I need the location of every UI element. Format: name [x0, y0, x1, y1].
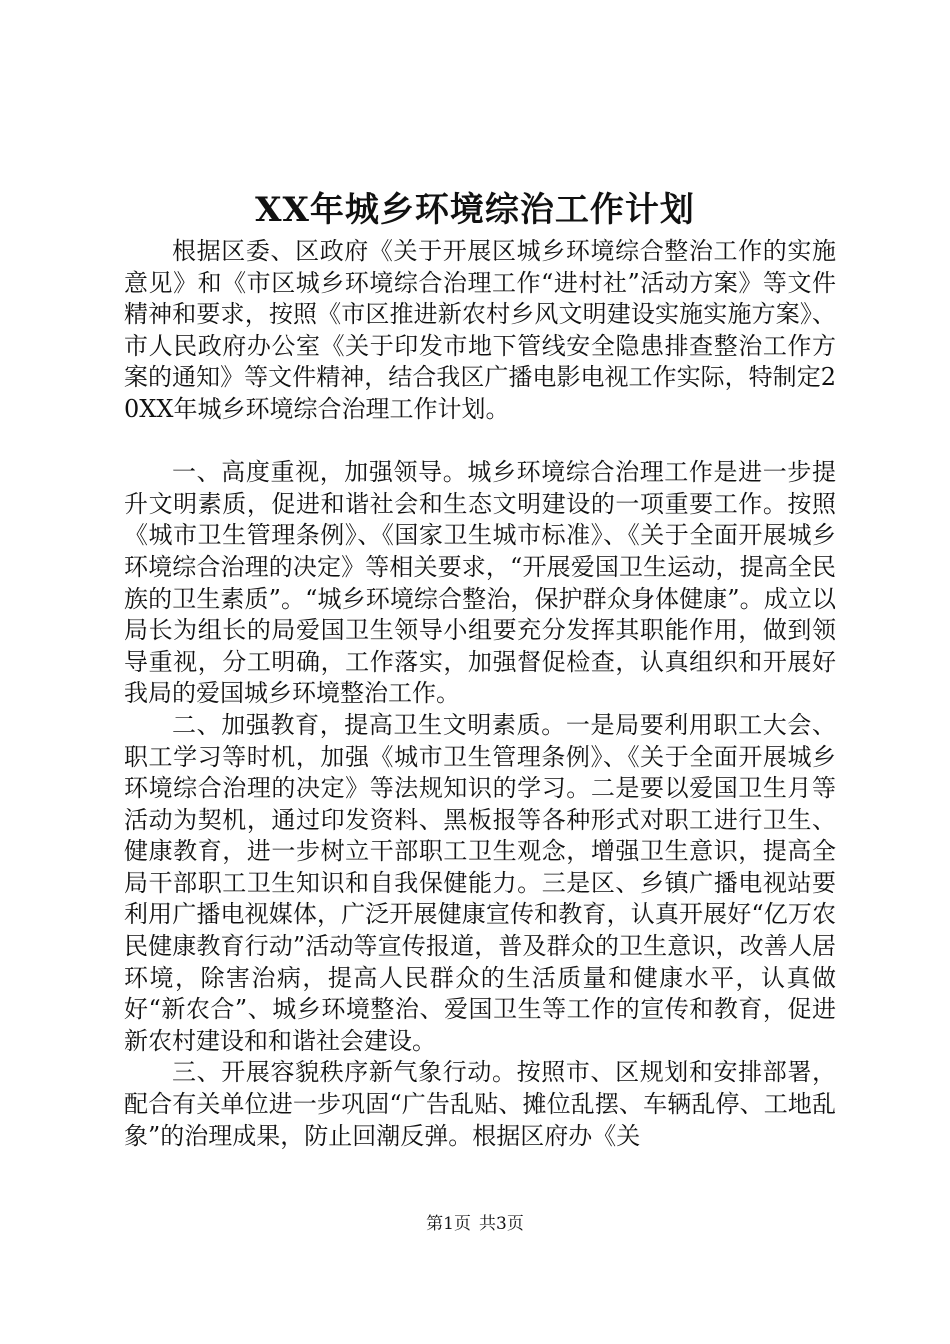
document-title: XX年城乡环境综治工作计划: [255, 190, 695, 230]
page-footer: [0, 1212, 950, 1236]
page-total: 共3页: [479, 1214, 524, 1234]
document-body: [124, 236, 836, 1152]
page-number: 第1页: [426, 1214, 471, 1234]
section-two-paragraph: 二、加强教育，提高卫生文明素质。一是局要利用职工大会、职工学习等时机，加强《城市卫生管理条例》、《关于全面开展城乡环境综合治理的决定》等法规知识的学习。二是要以爱国卫生月等活动为契机，通过印发资料、黑板报等各种形式对职工进行卫生、健康教育，进一步树立干部职工卫生观念，增强卫生意识，提高全局干部职工卫生知识和自我保健能力。三是区、乡镇广播电视站要利用广播电视媒体，广泛开展健康宣传和教育，认真开展好“亿万农民健康教育行动”活动等宣传报道，普及群众的卫生意识，改善人居环境，除害治病，提高人民群众的生活质量和健康水平，认真做好“新农合”、城乡环境整治、爱国卫生等工作的宣传和教育，促进新农村建设和和谐社会建设。: [124, 710, 836, 1055]
section-one-paragraph: 一、高度重视，加强领导。城乡环境综合治理工作是进一步提升文明素质，促进和谐社会和生态文明建设的一项重要工作。按照《城市卫生管理条例》、《国家卫生城市标准》、《关于全面开展城乡环境综合治理的决定》等相关要求，“开展爱国卫生运动，提高全民族的卫生素质”。“城乡环境综合整治，保护群众身体健康”。成立以局长为组长的局爱国卫生领导小组要充分发挥其职能作用，做到领导重视，分工明确，工作落实，加强督促检查，认真组织和开展好我局的爱国城乡环境整治工作。: [124, 458, 836, 708]
section-three-paragraph: 三、开展容貌秩序新气象行动。按照市、区规划和安排部署，配合有关单位进一步巩固“广告乱贴、摊位乱摆、车辆乱停、工地乱象”的治理成果，防止回潮反弹。根据区府办《关: [124, 1058, 836, 1150]
intro-paragraph: 根据区委、区政府《关于开展区城乡环境综合整治工作的实施意见》和《市区城乡环境综合治理工作“进村社”活动方案》等文件精神和要求，按照《市区推进新农村乡风文明建设实施实施方案》、市人民政府办公室《关于印发市地下管线安全隐患排查整治工作方案的通知》等文件精神，结合我区广播电影电视工作实际，特制定20XX年城乡环境综合治理工作计划。: [124, 237, 836, 423]
